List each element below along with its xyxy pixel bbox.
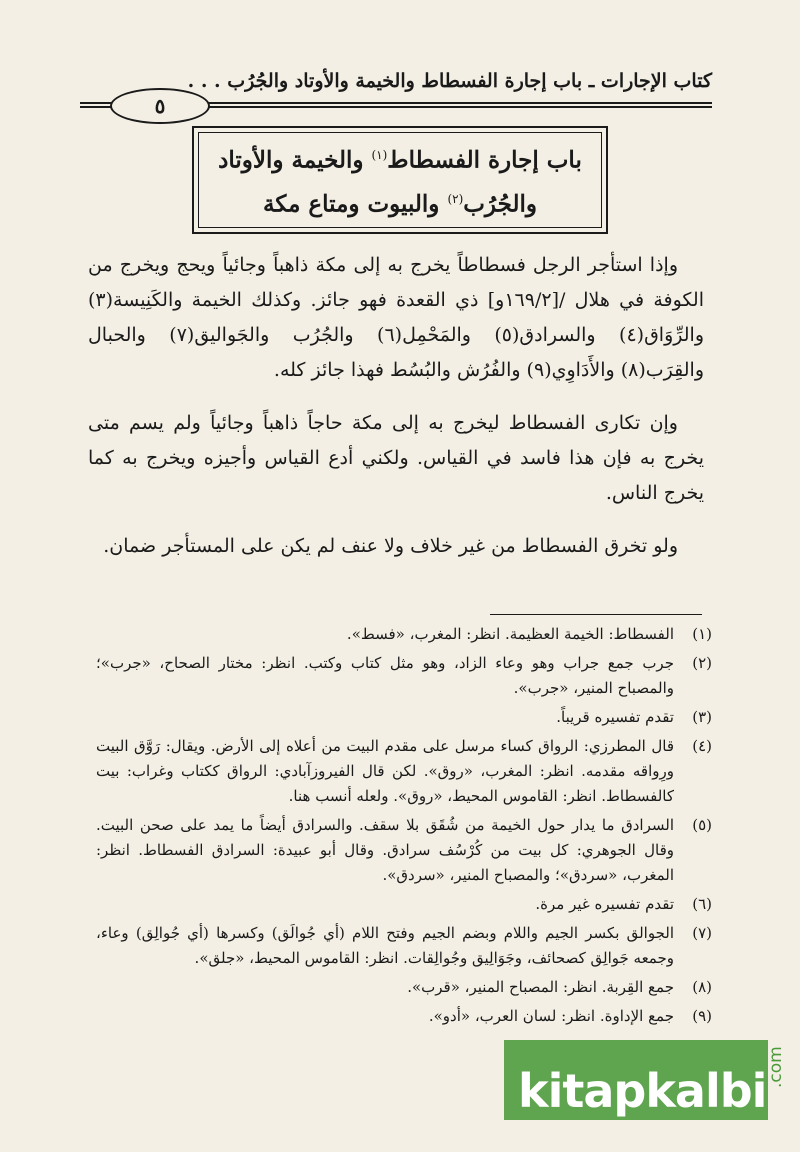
footnote-text: جمع الإداوة. انظر: لسان العرب، «أدو». <box>428 1007 674 1025</box>
page-number <box>110 88 210 124</box>
footnote-text: جمع القِربة. انظر: المصباح المنير، «قرب». <box>407 978 674 996</box>
watermark-logo <box>504 1040 800 1152</box>
footnote-number: (٤) <box>692 737 712 755</box>
paragraph: وإذا استأجر الرجل فسطاطاً يخرج به إلى مكة ذاهباً وجائياً ويحج ويخرج من الكوفة في هلال /[١٦٩/٢و] ذي القعدة فهو جائز. وكذلك الخيمة والكَنِيسة(٣) والرِّوَاق(٤) والسرادق(٥) والمَحْمِل(٦) والجُرُب والجَواليق(٧) والحبال والقِرَب(٨) والأَدَاوِي(٩) والفُرُش والبُسُط فهذا جائز كله. <box>88 254 704 381</box>
footnotes <box>96 622 712 1033</box>
paragraph: ولو تخرق الفسطاط من غير خلاف ولا عنف لم يكن على المستأجر ضمان. <box>103 535 678 557</box>
chapter-title-line-1: باب إجارة الفسطاط$^{(١)}$ والخيمة والأوتاد <box>218 147 582 174</box>
watermark-suffix: .com <box>766 1046 786 1088</box>
footnote-number: (٥) <box>692 816 712 834</box>
main-text <box>88 248 704 582</box>
footnote-ref: (١) <box>371 148 388 163</box>
footnote <box>96 1004 712 1029</box>
page-number-text: ٥ <box>154 94 166 118</box>
chapter-title <box>198 132 602 228</box>
footnote-separator <box>490 614 702 615</box>
footnote-text: تقدم تفسيره قريباً. <box>556 708 674 726</box>
running-header: كتاب الإجارات ـ باب إجارة الفسطاط والخيمة والأوتاد والجُرُب . . . <box>187 70 712 92</box>
footnote-text: قال المطرزي: الرواق كساء مرسل على مقدم البيت من أعلاه إلى الأرض. ويقال: رَوَّق البيت ورِواقه مقدمه. انظر: المغرب، «روق». لكن قال الفيروزآبادي: الرواق ككتاب وغراب: بيت كالفسطاط. انظر: القاموس المحيط، «روق». ولعله أنسب هنا. <box>96 737 674 805</box>
footnote-number: (٢) <box>692 654 712 672</box>
footnote-number: (٣) <box>692 708 712 726</box>
footnote <box>96 813 712 888</box>
footnote-number: (٨) <box>692 978 712 996</box>
footnote-text: الفسطاط: الخيمة العظيمة. انظر: المغرب، «فسط». <box>346 625 674 643</box>
footnote <box>96 651 712 701</box>
footnote-ref: (٢) <box>447 192 464 206</box>
footnote <box>96 734 712 809</box>
footnote <box>96 975 712 1000</box>
footnote-number: (٦) <box>692 895 712 913</box>
footnote-text: الجوالق بكسر الجيم واللام وبضم الجيم وفتح اللام (أي جُوالَق) وكسرها (أي جُوالِق) وعاء، وجمعه جَوالِق كصحائف، وجَوَالِيق وجُوالِقات. انظر: القاموس المحيط، «جلق». <box>96 924 674 967</box>
footnote <box>96 705 712 730</box>
chapter-title-frame <box>192 126 608 234</box>
footnote-number: (٩) <box>692 1007 712 1025</box>
footnote <box>96 622 712 647</box>
watermark-text: kitapkalbi <box>518 1064 767 1118</box>
footnote <box>96 921 712 971</box>
footnote-number: (١) <box>692 625 712 643</box>
paragraph: وإن تكارى الفسطاط ليخرج به إلى مكة حاجاً ذاهباً وجائياً ولم يسم متى يخرج به فإن هذا فاسد في القياس. ولكني أدع القياس وأجيزه ويخرج به كما يخرج الناس. <box>88 412 704 504</box>
footnote-number: (٧) <box>692 924 712 942</box>
footnote <box>96 892 712 917</box>
footnote-text: السرادق ما يدار حول الخيمة من شُقَق بلا سقف. والسرادق أيضاً ما يمد على صحن البيت. وقال الجوهري: كل بيت من كُرْسُف سرادق. وقال أبو عبيدة: السرادق الفسطاط. انظر: المغرب، «سردق»؛ والمصباح المنير، «سردق». <box>96 816 674 884</box>
footnote-text: جرب جمع جراب وهو وعاء الزاد، وهو مثل كتاب وكتب. انظر: مختار الصحاح، «جرب»؛ والمصباح المنير، «جرب». <box>96 654 674 697</box>
footnote-text: تقدم تفسيره غير مرة. <box>535 895 674 913</box>
chapter-title-line-2: والجُرُب$^{(٢)}$ والبيوت ومتاع مكة <box>263 190 537 218</box>
